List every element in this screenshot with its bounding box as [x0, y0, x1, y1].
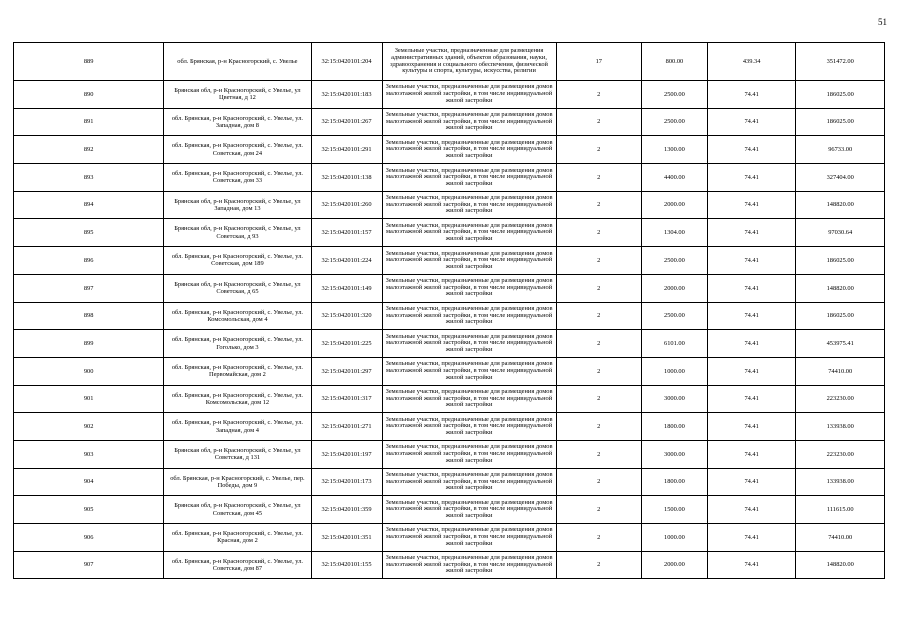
cadastral-value-cell: 327404.00 — [796, 164, 885, 192]
cadastral-value-cell: 223230.00 — [796, 440, 885, 468]
row-number-cell: 892 — [14, 136, 164, 164]
cadastral-value-cell: 111615.00 — [796, 496, 885, 524]
area-cell: 1300.00 — [641, 136, 707, 164]
land-use-purpose-cell: Земельные участки, предназначенные для размещения домов малоэтажной жилой застройки, в том числе индивидуальной жилой застройки — [382, 108, 556, 136]
cadastral-value-cell: 133938.00 — [796, 468, 885, 496]
land-use-purpose-cell: Земельные участки, предназначенные для размещения домов малоэтажной жилой застройки, в том числе индивидуальной жилой застройки — [382, 496, 556, 524]
address-cell: Брянская обл, р-н Красногорский, с Увелье, ул Цветная, д 12 — [164, 81, 311, 109]
row-number-cell: 896 — [14, 247, 164, 275]
address-cell: Брянская обл, р-н Красногорский, с Увелье, ул Советская, д 93 — [164, 219, 311, 247]
cadastral-value-cell: 74410.00 — [796, 357, 885, 385]
category-code-cell: 2 — [556, 81, 641, 109]
specific-value-cell: 74.41 — [707, 164, 796, 192]
land-plots-table — [13, 42, 885, 579]
table-row — [14, 274, 885, 302]
address-cell: Брянская обл, р-н Красногорский, с Увелье, ул Советская, дом 45 — [164, 496, 311, 524]
land-use-purpose-cell: Земельные участки, предназначенные для размещения административных зданий, объектов образования, науки, здравоохранения и социального обеспечения, физической культуры и спорта, культуры, искусства, религии — [382, 43, 556, 81]
category-code-cell: 2 — [556, 357, 641, 385]
cadastral-value-cell: 186025.00 — [796, 247, 885, 275]
address-cell: обл. Брянская, р-н Красногорский, с. Увелье, пер. Победы, дом 9 — [164, 468, 311, 496]
land-use-purpose-cell: Земельные участки, предназначенные для размещения домов малоэтажной жилой застройки, в том числе индивидуальной жилой застройки — [382, 413, 556, 441]
row-number-cell: 893 — [14, 164, 164, 192]
cadastral-value-cell: 148820.00 — [796, 191, 885, 219]
cadastral-value-cell: 351472.00 — [796, 43, 885, 81]
specific-value-cell: 74.41 — [707, 219, 796, 247]
land-use-purpose-cell: Земельные участки, предназначенные для размещения домов малоэтажной жилой застройки, в том числе индивидуальной жилой застройки — [382, 385, 556, 413]
row-number-cell: 906 — [14, 524, 164, 552]
specific-value-cell: 74.41 — [707, 440, 796, 468]
cadastral-value-cell: 97030.64 — [796, 219, 885, 247]
table-row — [14, 43, 885, 81]
specific-value-cell: 74.41 — [707, 413, 796, 441]
category-code-cell: 2 — [556, 191, 641, 219]
cadastral-value-cell: 223230.00 — [796, 385, 885, 413]
address-cell: обл. Брянская, р-н Красногорский, с. Увелье, ул. Красная, дом 2 — [164, 524, 311, 552]
land-use-purpose-cell: Земельные участки, предназначенные для размещения домов малоэтажной жилой застройки, в том числе индивидуальной жилой застройки — [382, 219, 556, 247]
category-code-cell: 2 — [556, 164, 641, 192]
cadastral-number-cell: 32:15:0420101:149 — [311, 274, 382, 302]
cadastral-number-cell: 32:15:0420101:267 — [311, 108, 382, 136]
table-row — [14, 247, 885, 275]
cadastral-number-cell: 32:15:0420101:297 — [311, 357, 382, 385]
cadastral-number-cell: 32:15:0420101:271 — [311, 413, 382, 441]
cadastral-value-cell: 186025.00 — [796, 302, 885, 330]
cadastral-value-cell: 74410.00 — [796, 524, 885, 552]
land-use-purpose-cell: Земельные участки, предназначенные для размещения домов малоэтажной жилой застройки, в том числе индивидуальной жилой застройки — [382, 164, 556, 192]
row-number-cell: 889 — [14, 43, 164, 81]
category-code-cell: 2 — [556, 136, 641, 164]
cadastral-number-cell: 32:15:0420101:224 — [311, 247, 382, 275]
cadastral-number-cell: 32:15:0420101:351 — [311, 524, 382, 552]
specific-value-cell: 74.41 — [707, 136, 796, 164]
row-number-cell: 890 — [14, 81, 164, 109]
row-number-cell: 891 — [14, 108, 164, 136]
specific-value-cell: 74.41 — [707, 191, 796, 219]
table-row — [14, 108, 885, 136]
category-code-cell: 2 — [556, 551, 641, 579]
land-use-purpose-cell: Земельные участки, предназначенные для размещения домов малоэтажной жилой застройки, в том числе индивидуальной жилой застройки — [382, 330, 556, 358]
cadastral-number-cell: 32:15:0420101:204 — [311, 43, 382, 81]
address-cell: обл. Брянская, р-н Красногорский, с. Увелье, ул. Западная, дом 8 — [164, 108, 311, 136]
category-code-cell: 2 — [556, 247, 641, 275]
address-cell: обл. Брянская, р-н Красногорский, с. Увелье, ул. Советская, дом 33 — [164, 164, 311, 192]
table-row — [14, 413, 885, 441]
land-use-purpose-cell: Земельные участки, предназначенные для размещения домов малоэтажной жилой застройки, в том числе индивидуальной жилой застройки — [382, 247, 556, 275]
cadastral-value-cell: 453975.41 — [796, 330, 885, 358]
table-row — [14, 330, 885, 358]
row-number-cell: 895 — [14, 219, 164, 247]
area-cell: 1800.00 — [641, 413, 707, 441]
category-code-cell: 2 — [556, 413, 641, 441]
table-row — [14, 302, 885, 330]
category-code-cell: 17 — [556, 43, 641, 81]
area-cell: 3000.00 — [641, 440, 707, 468]
cadastral-number-cell: 32:15:0420101:155 — [311, 551, 382, 579]
category-code-cell: 2 — [556, 468, 641, 496]
area-cell: 4400.00 — [641, 164, 707, 192]
area-cell: 2000.00 — [641, 551, 707, 579]
land-use-purpose-cell: Земельные участки, предназначенные для размещения домов малоэтажной жилой застройки, в том числе индивидуальной жилой застройки — [382, 274, 556, 302]
area-cell: 2500.00 — [641, 108, 707, 136]
row-number-cell: 905 — [14, 496, 164, 524]
area-cell: 1000.00 — [641, 357, 707, 385]
area-cell: 1304.00 — [641, 219, 707, 247]
area-cell: 2500.00 — [641, 81, 707, 109]
table-row — [14, 551, 885, 579]
row-number-cell: 897 — [14, 274, 164, 302]
cadastral-value-cell: 133938.00 — [796, 413, 885, 441]
cadastral-number-cell: 32:15:0420101:225 — [311, 330, 382, 358]
table-row — [14, 164, 885, 192]
address-cell: обл. Брянская, р-н Красногорский, с. Увелье, ул. Комсомольская, дом 12 — [164, 385, 311, 413]
row-number-cell: 899 — [14, 330, 164, 358]
cadastral-number-cell: 32:15:0420101:359 — [311, 496, 382, 524]
specific-value-cell: 74.41 — [707, 524, 796, 552]
land-use-purpose-cell: Земельные участки, предназначенные для размещения домов малоэтажной жилой застройки, в том числе индивидуальной жилой застройки — [382, 136, 556, 164]
table-row — [14, 468, 885, 496]
specific-value-cell: 74.41 — [707, 357, 796, 385]
cadastral-number-cell: 32:15:0420101:320 — [311, 302, 382, 330]
table-row — [14, 385, 885, 413]
area-cell: 6101.00 — [641, 330, 707, 358]
cadastral-number-cell: 32:15:0420101:197 — [311, 440, 382, 468]
category-code-cell: 2 — [556, 524, 641, 552]
address-cell: обл. Брянская, р-н Красногорский, с. Увелье, ул. Советская, дом 24 — [164, 136, 311, 164]
cadastral-number-cell: 32:15:0420101:138 — [311, 164, 382, 192]
address-cell: Брянская обл, р-н Красногорский, с Увелье, ул Советская, д 65 — [164, 274, 311, 302]
land-use-purpose-cell: Земельные участки, предназначенные для размещения домов малоэтажной жилой застройки, в том числе индивидуальной жилой застройки — [382, 551, 556, 579]
address-cell: обл. Брянская, р-н Красногорский, с. Увелье, ул. Гоголько, дом 3 — [164, 330, 311, 358]
table-row — [14, 136, 885, 164]
address-cell: обл. Брянская, р-н Красногорский, с. Увелье, ул. Первомайская, дом 2 — [164, 357, 311, 385]
cadastral-value-cell: 186025.00 — [796, 81, 885, 109]
area-cell: 1500.00 — [641, 496, 707, 524]
land-use-purpose-cell: Земельные участки, предназначенные для размещения домов малоэтажной жилой застройки, в том числе индивидуальной жилой застройки — [382, 440, 556, 468]
category-code-cell: 2 — [556, 440, 641, 468]
specific-value-cell: 74.41 — [707, 81, 796, 109]
land-use-purpose-cell: Земельные участки, предназначенные для размещения домов малоэтажной жилой застройки, в том числе индивидуальной жилой застройки — [382, 302, 556, 330]
address-cell: обл. Брянская, р-н Красногорский, с. Увелье, ул. Советская, дом 87 — [164, 551, 311, 579]
address-cell: обл. Брянская, р-н Красногорский, с. Увелье, ул. Советская, дом 189 — [164, 247, 311, 275]
specific-value-cell: 74.41 — [707, 247, 796, 275]
cadastral-value-cell: 96733.00 — [796, 136, 885, 164]
category-code-cell: 2 — [556, 108, 641, 136]
specific-value-cell: 74.41 — [707, 468, 796, 496]
row-number-cell: 903 — [14, 440, 164, 468]
land-use-purpose-cell: Земельные участки, предназначенные для размещения домов малоэтажной жилой застройки, в том числе индивидуальной жилой застройки — [382, 81, 556, 109]
address-cell: обл. Брянская, р-н Красногорский, с. Увелье — [164, 43, 311, 81]
cadastral-value-cell: 186025.00 — [796, 108, 885, 136]
area-cell: 2500.00 — [641, 247, 707, 275]
table-row — [14, 191, 885, 219]
land-use-purpose-cell: Земельные участки, предназначенные для размещения домов малоэтажной жилой застройки, в том числе индивидуальной жилой застройки — [382, 524, 556, 552]
address-cell: Брянская обл, р-н Красногорский, с Увелье, ул Западная, дом 13 — [164, 191, 311, 219]
address-cell: обл. Брянская, р-н Красногорский, с. Увелье, ул. Западная, дом 4 — [164, 413, 311, 441]
specific-value-cell: 74.41 — [707, 274, 796, 302]
area-cell: 2500.00 — [641, 302, 707, 330]
row-number-cell: 894 — [14, 191, 164, 219]
cadastral-value-cell: 148820.00 — [796, 274, 885, 302]
cadastral-number-cell: 32:15:0420101:173 — [311, 468, 382, 496]
category-code-cell: 2 — [556, 385, 641, 413]
category-code-cell: 2 — [556, 274, 641, 302]
row-number-cell: 902 — [14, 413, 164, 441]
cadastral-number-cell: 32:15:0420101:317 — [311, 385, 382, 413]
row-number-cell: 904 — [14, 468, 164, 496]
specific-value-cell: 74.41 — [707, 108, 796, 136]
specific-value-cell: 74.41 — [707, 551, 796, 579]
area-cell: 1000.00 — [641, 524, 707, 552]
area-cell: 2000.00 — [641, 274, 707, 302]
category-code-cell: 2 — [556, 219, 641, 247]
specific-value-cell: 74.41 — [707, 330, 796, 358]
cadastral-number-cell: 32:15:0420101:183 — [311, 81, 382, 109]
specific-value-cell: 439.34 — [707, 43, 796, 81]
table-row — [14, 81, 885, 109]
row-number-cell: 901 — [14, 385, 164, 413]
area-cell: 2000.00 — [641, 191, 707, 219]
cadastral-number-cell: 32:15:0420101:157 — [311, 219, 382, 247]
page-number: 51 — [878, 17, 887, 27]
row-number-cell: 898 — [14, 302, 164, 330]
address-cell: обл. Брянская, р-н Красногорский, с. Увелье, ул. Комсомольская, дом 4 — [164, 302, 311, 330]
row-number-cell: 900 — [14, 357, 164, 385]
address-cell: Брянская обл, р-н Красногорский, с Увелье, ул Советская, д 131 — [164, 440, 311, 468]
land-use-purpose-cell: Земельные участки, предназначенные для размещения домов малоэтажной жилой застройки, в том числе индивидуальной жилой застройки — [382, 191, 556, 219]
table-row — [14, 524, 885, 552]
category-code-cell: 2 — [556, 302, 641, 330]
specific-value-cell: 74.41 — [707, 496, 796, 524]
table-row — [14, 357, 885, 385]
area-cell: 1800.00 — [641, 468, 707, 496]
area-cell: 800.00 — [641, 43, 707, 81]
category-code-cell: 2 — [556, 330, 641, 358]
category-code-cell: 2 — [556, 496, 641, 524]
specific-value-cell: 74.41 — [707, 385, 796, 413]
land-use-purpose-cell: Земельные участки, предназначенные для размещения домов малоэтажной жилой застройки, в том числе индивидуальной жилой застройки — [382, 357, 556, 385]
specific-value-cell: 74.41 — [707, 302, 796, 330]
table-row — [14, 219, 885, 247]
cadastral-value-cell: 148820.00 — [796, 551, 885, 579]
cadastral-number-cell: 32:15:0420101:291 — [311, 136, 382, 164]
land-use-purpose-cell: Земельные участки, предназначенные для размещения домов малоэтажной жилой застройки, в том числе индивидуальной жилой застройки — [382, 468, 556, 496]
table-row — [14, 496, 885, 524]
table-row — [14, 440, 885, 468]
area-cell: 3000.00 — [641, 385, 707, 413]
row-number-cell: 907 — [14, 551, 164, 579]
cadastral-number-cell: 32:15:0420101:260 — [311, 191, 382, 219]
